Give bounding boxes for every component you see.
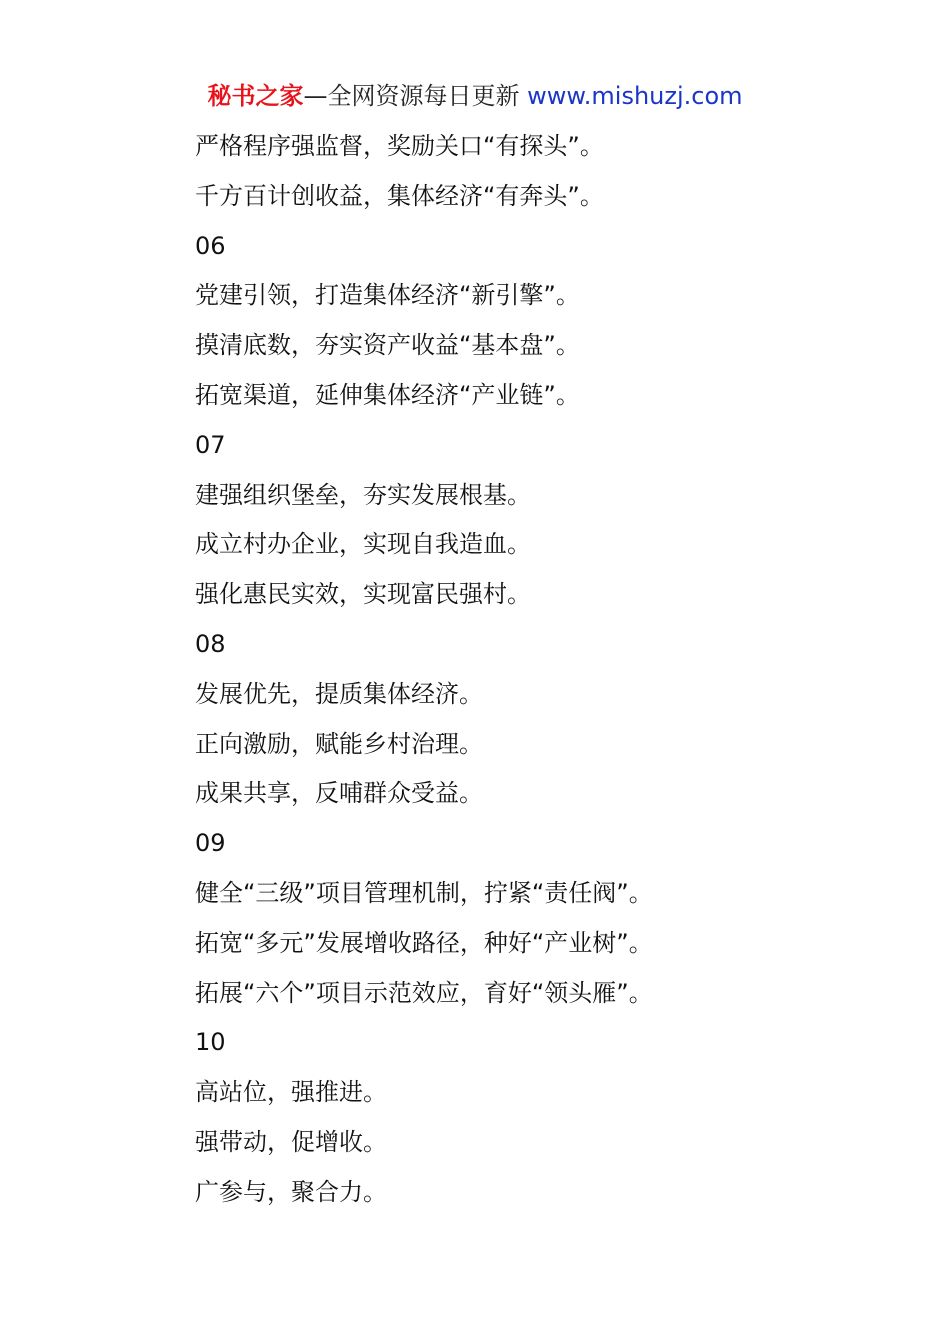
header-tagline: —全网资源每日更新 <box>303 82 528 110</box>
text-line: 强化惠民实效，实现富民强村。 <box>195 580 531 609</box>
text-line: 成立村办企业，实现自我造血。 <box>195 530 531 559</box>
text-line: 建强组织堡垒，夯实发展根基。 <box>195 480 531 509</box>
page-header <box>0 80 950 112</box>
section-number: 07 <box>195 430 226 459</box>
text-line: 严格程序强监督，奖励关口“有探头”。 <box>195 132 604 160</box>
text-line: 强带动，促增收。 <box>195 1127 387 1156</box>
section-number: 09 <box>195 829 226 858</box>
text-line: 成果共享，反哺群众受益。 <box>195 779 483 808</box>
text-line: 发展优先，提质集体经济。 <box>195 679 483 708</box>
text-line: 摸清底数，夯实资产收益“基本盘”。 <box>195 331 580 360</box>
text-line: 千方百计创收益，集体经济“有奔头”。 <box>195 181 604 210</box>
document-body <box>195 122 895 1218</box>
text-line: 党建引领，打造集体经济“新引擎”。 <box>195 281 580 310</box>
section-number: 10 <box>195 1028 226 1057</box>
text-line: 正向激励，赋能乡村治理。 <box>195 729 483 758</box>
site-name: 秘书之家 <box>207 82 304 110</box>
text-line: 拓宽“多元”发展增收路径，种好“产业树”。 <box>195 928 653 957</box>
text-line: 健全“三级”项目管理机制，拧紧“责任阀”。 <box>195 878 653 907</box>
text-line: 拓宽渠道，延伸集体经济“产业链”。 <box>195 380 580 409</box>
site-url-link[interactable]: www.mishuzj.com <box>527 82 743 110</box>
section-number: 06 <box>195 231 226 260</box>
section-number: 08 <box>195 629 226 658</box>
text-line: 广参与，聚合力。 <box>195 1177 387 1206</box>
text-line: 高站位，强推进。 <box>195 1078 387 1107</box>
text-line: 拓展“六个”项目示范效应，育好“领头雁”。 <box>195 978 653 1007</box>
